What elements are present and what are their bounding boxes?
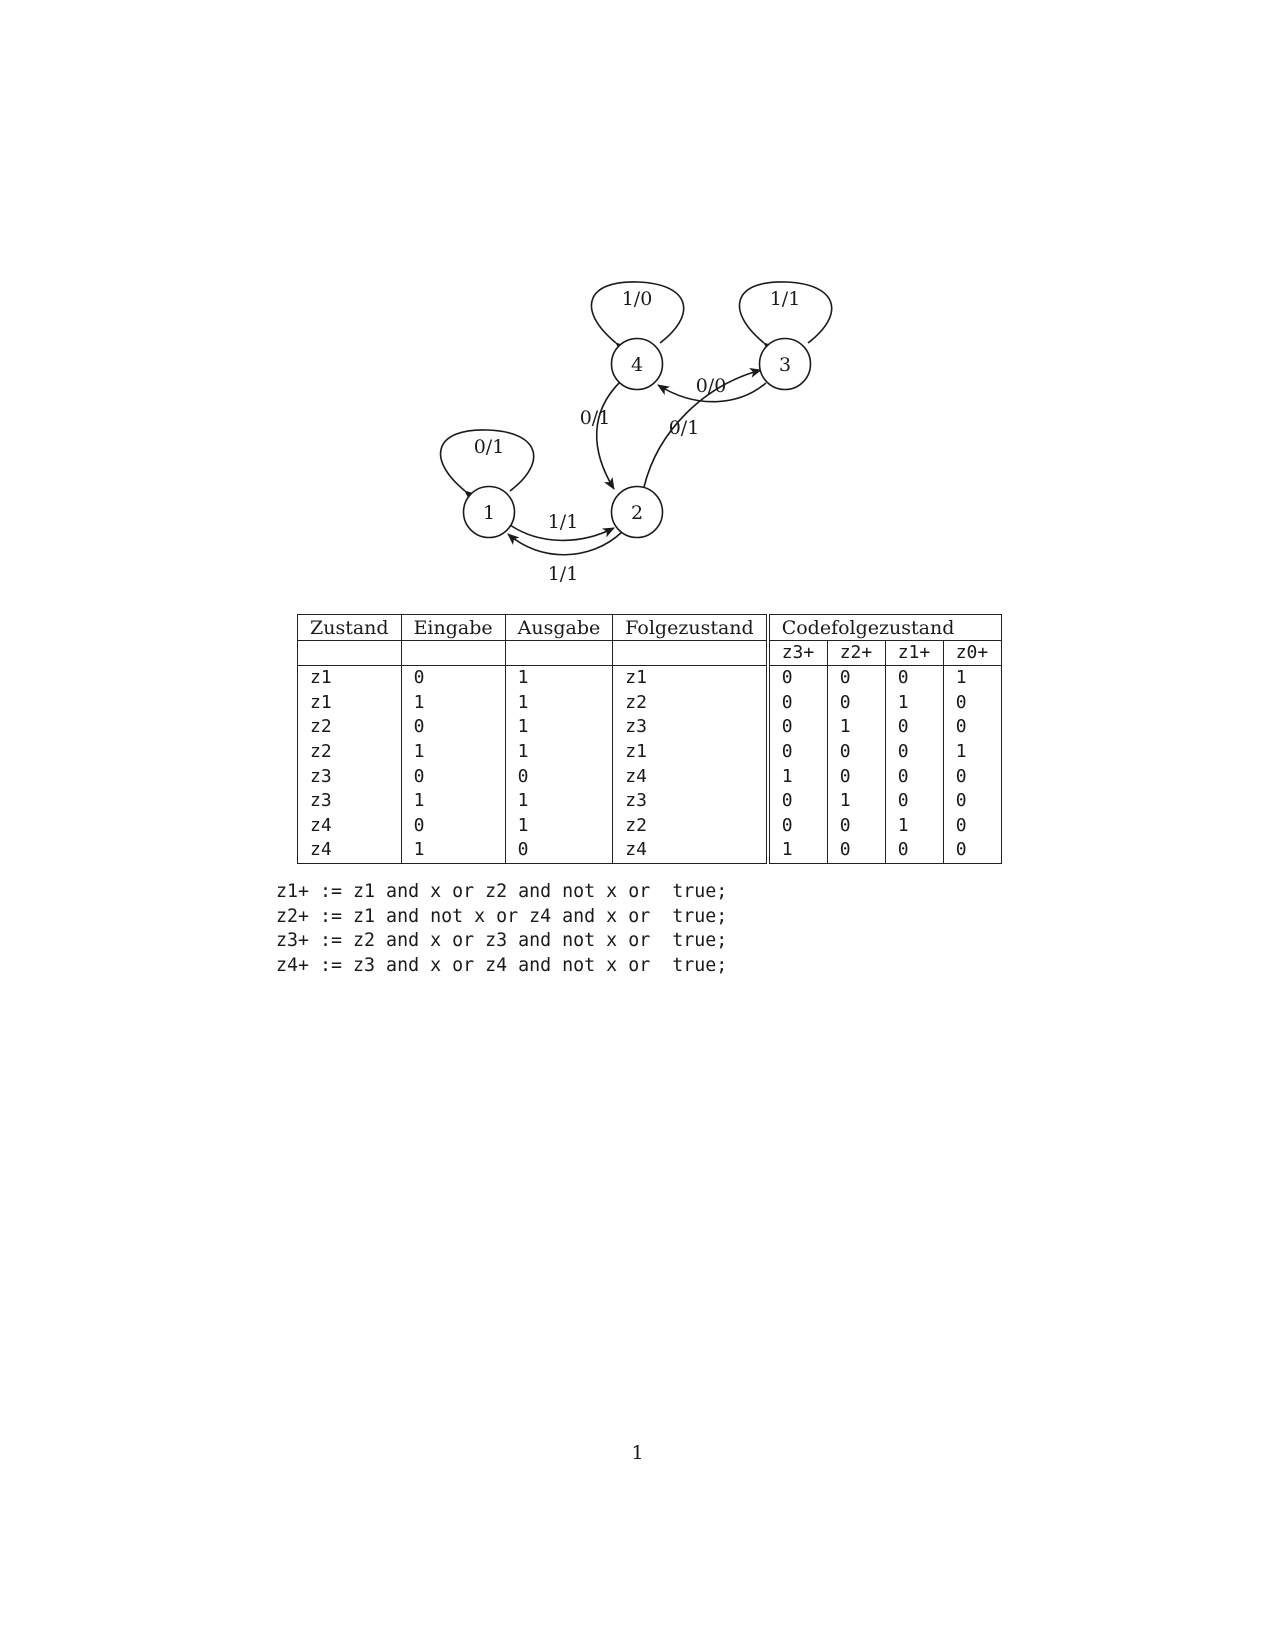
table-cell: 0 <box>943 715 1001 740</box>
table-cell: 0 <box>827 814 885 839</box>
table-cell: 1 <box>505 715 613 740</box>
header-eingabe: Eingabe <box>401 615 505 641</box>
table-cell: z1 <box>298 691 402 716</box>
header-ausgabe: Ausgabe <box>505 615 613 641</box>
table-cell: 0 <box>885 838 943 863</box>
table-cell: 1 <box>401 838 505 863</box>
equation-line: z2+ := z1 and not x or z4 and x or true; <box>276 905 728 927</box>
state-diagram <box>0 0 1275 600</box>
table-cell: 1 <box>505 789 613 814</box>
table-row <box>298 691 1002 716</box>
table-cell: z2 <box>298 715 402 740</box>
table-cell: 0 <box>885 789 943 814</box>
state-label-2: 2 <box>630 502 644 524</box>
equation-line: z1+ := z1 and x or z2 and not x or true; <box>276 881 728 902</box>
table-cell: 0 <box>885 666 943 691</box>
table-cell: 1 <box>401 691 505 716</box>
state-label-3: 3 <box>778 354 792 376</box>
state-label-1: 1 <box>482 502 496 524</box>
table-cell: 0 <box>827 740 885 765</box>
table-cell: z3 <box>298 764 402 789</box>
table-cell: z2 <box>298 740 402 765</box>
subheader-z2-plus: z2+ <box>827 641 885 666</box>
equation-line: z3+ := z2 and x or z3 and not x or true; <box>276 930 728 951</box>
table-cell: 0 <box>768 740 828 765</box>
page-number: 1 <box>631 1442 644 1464</box>
table-cell: 0 <box>885 764 943 789</box>
table-cell: 1 <box>885 691 943 716</box>
table-cell: 1 <box>401 789 505 814</box>
table-cell: 0 <box>943 814 1001 839</box>
edge-2-to-1 <box>508 532 622 555</box>
table-subheader-row <box>298 641 1002 666</box>
table-row <box>298 740 1002 765</box>
table-cell: 0 <box>827 666 885 691</box>
table-row <box>298 715 1002 740</box>
header-codefolgezustand: Codefolgezustand <box>768 615 1002 641</box>
table-cell: 0 <box>885 715 943 740</box>
table-row <box>298 666 1002 691</box>
table-cell: 0 <box>827 691 885 716</box>
subheader-z1-plus: z1+ <box>885 641 943 666</box>
table-cell: z1 <box>613 666 768 691</box>
table-row <box>298 838 1002 863</box>
table-cell: z4 <box>613 838 768 863</box>
table-cell: 0 <box>768 666 828 691</box>
table-header-row <box>298 615 1002 641</box>
table-cell: 0 <box>768 814 828 839</box>
table-cell: z1 <box>298 666 402 691</box>
table-cell: 0 <box>505 764 613 789</box>
table-cell: 1 <box>505 691 613 716</box>
table-cell: 1 <box>885 814 943 839</box>
table-cell: 1 <box>768 838 828 863</box>
subheader-empty <box>613 641 768 666</box>
subheader-empty <box>298 641 402 666</box>
table-cell: z2 <box>613 814 768 839</box>
edge-label-2-to-3: 0/1 <box>668 417 700 439</box>
equations-block <box>276 880 727 978</box>
table-cell: 0 <box>768 715 828 740</box>
table-cell: z1 <box>613 740 768 765</box>
table-cell: 0 <box>401 715 505 740</box>
header-folgezustand: Folgezustand <box>613 615 768 641</box>
table-cell: z2 <box>613 691 768 716</box>
edge-4-to-2 <box>597 382 620 489</box>
table-cell: 0 <box>943 789 1001 814</box>
subheader-empty <box>401 641 505 666</box>
table-cell: 0 <box>943 764 1001 789</box>
table-cell: 0 <box>505 838 613 863</box>
edge-label-self1: 0/1 <box>473 436 505 458</box>
table-cell: z4 <box>298 838 402 863</box>
table-cell: 0 <box>768 789 828 814</box>
table-cell: 1 <box>943 666 1001 691</box>
subheader-z3-plus: z3+ <box>768 641 828 666</box>
table-cell: 1 <box>401 740 505 765</box>
table-cell: 0 <box>401 666 505 691</box>
table-cell: 0 <box>827 838 885 863</box>
table-cell: 0 <box>401 764 505 789</box>
table-cell: 0 <box>943 838 1001 863</box>
edge-label-4-to-2: 0/1 <box>579 407 611 429</box>
table-cell: z4 <box>613 764 768 789</box>
table-cell: 1 <box>505 666 613 691</box>
table-cell: 0 <box>943 691 1001 716</box>
table-cell: z3 <box>613 789 768 814</box>
edge-label-self3: 1/1 <box>769 288 801 310</box>
edge-label-self4: 1/0 <box>621 288 653 310</box>
equation-line: z4+ := z3 and x or z4 and not x or true; <box>276 954 728 976</box>
table-cell: 1 <box>505 740 613 765</box>
state-table <box>297 614 1002 864</box>
table-row <box>298 789 1002 814</box>
table-cell: 1 <box>827 789 885 814</box>
subheader-z0-plus: z0+ <box>943 641 1001 666</box>
table-cell: 1 <box>827 715 885 740</box>
subheader-empty <box>505 641 613 666</box>
edge-label-1-to-2: 1/1 <box>547 511 579 533</box>
table-cell: 1 <box>505 814 613 839</box>
table-cell: z3 <box>298 789 402 814</box>
edge-label-3-to-4: 0/0 <box>695 375 727 397</box>
table-cell: 0 <box>827 764 885 789</box>
table-cell: 1 <box>768 764 828 789</box>
table-cell: z4 <box>298 814 402 839</box>
table-cell: 0 <box>768 691 828 716</box>
table-cell: z3 <box>613 715 768 740</box>
table-cell: 1 <box>943 740 1001 765</box>
table-cell: 0 <box>401 814 505 839</box>
header-zustand: Zustand <box>298 615 402 641</box>
edge-label-2-to-1: 1/1 <box>547 563 579 585</box>
table-cell: 0 <box>885 740 943 765</box>
table-row <box>298 814 1002 839</box>
table-row <box>298 764 1002 789</box>
state-label-4: 4 <box>630 354 644 376</box>
